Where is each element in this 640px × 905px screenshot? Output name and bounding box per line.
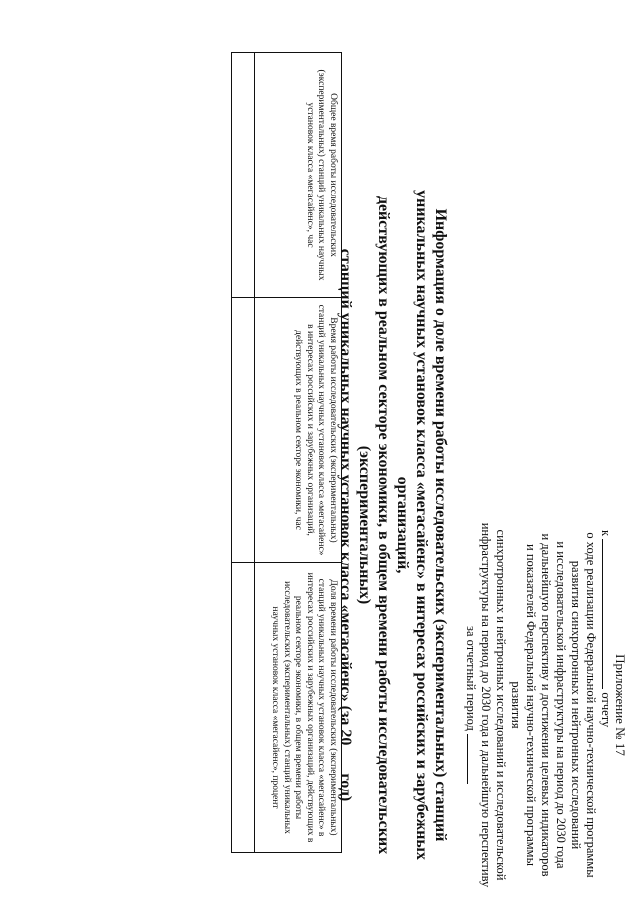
annex-line: синхротронных и нейтронных исследований и исследовательской [494, 529, 508, 881]
annex-to-line [598, 520, 613, 890]
header-share-percent: Доля времени работы исследовательских (экспериментальных) станций уникальных научных установок класса «мегасайенс» в интересах российских и зарубежных организаций, действующих в реальном секторе экономики, в общем времени работы исследовательских (экспериментальных) станций уникальных научных установок класса «мегасайенс», процент [255, 563, 342, 853]
title-line: Информация о доле времени работы исследовательских (экспериментальных) станций [432, 208, 449, 842]
annex-to-label: к [599, 530, 613, 537]
annex-report-label: отчету [599, 692, 613, 728]
table-cell [232, 298, 255, 563]
title-line: уникальных научных установок класса «мегасайенс» в интересах российских и зарубежных организаций, [394, 190, 430, 860]
annex-to-blank [602, 539, 613, 689]
annex-period-label: за отчетный период [464, 626, 478, 731]
annex-number: Приложение № 17 [613, 654, 628, 756]
year-blank [341, 745, 354, 769]
annex-line: и дальнейшую перспективу и достижении целевых индикаторов [539, 533, 553, 877]
document-title [336, 180, 450, 870]
annex-line: и показателей Федеральной научно-технической программы развития [509, 544, 538, 866]
table-header-row [255, 53, 342, 853]
annex-line: инфраструктуры на период до 2030 года и дальнейшую перспективу [479, 522, 493, 888]
table-cell [232, 563, 255, 853]
header-real-sector-time: Время работы исследовательских (экспериментальных) станций уникальных научных установок класса «мегасайенс» в интересах российских и зарубежных организаций, действующих в реальном секторе экономики, час [255, 298, 342, 563]
table-row [232, 53, 255, 853]
annex-period-blank [467, 734, 478, 784]
info-table [231, 52, 342, 853]
annex-line: о ходе реализации Федеральной научно-технической программы [584, 532, 598, 878]
header-total-time: Общее время работы исследовательских (экспериментальных) станций уникальных научных установок класса «мегасайенс», час [255, 53, 342, 298]
title-last-prefix: станций уникальных научных установок класса «мегасайенс» (за 20 [337, 248, 354, 746]
title-last-suffix: год) [337, 773, 354, 802]
annex-line: развития синхротронных и нейтронных исследований [569, 560, 583, 850]
annex-block [463, 520, 628, 890]
title-line: действующих в реальном секторе экономики, в общем времени работы исследовательских (экспериментальных) [356, 195, 392, 855]
annex-period-line [463, 520, 478, 890]
annex-line: и исследовательской инфраструктуры на период до 2030 года [554, 541, 568, 869]
table-cell [232, 53, 255, 298]
